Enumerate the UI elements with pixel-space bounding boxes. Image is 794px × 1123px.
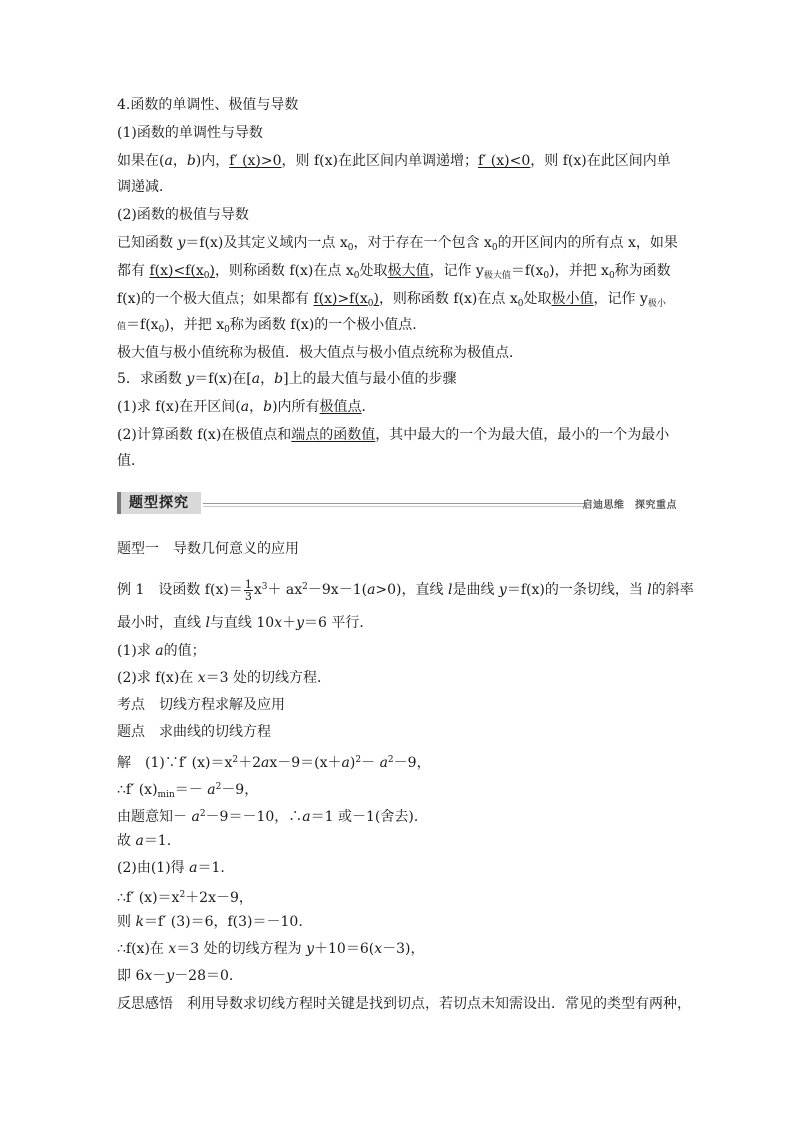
solution-line-5: (2)由(1)得 a＝1.	[117, 860, 225, 876]
banner-tagline: 启迪思维 探究重点	[582, 500, 677, 511]
blank-endpoint-values: 端点的函数值	[291, 427, 376, 443]
banner-title: 题型探究	[117, 492, 201, 514]
heading-max-min-steps: 5．求函数 y＝f(x)在[a，b]上的最大值与最小值的步骤	[117, 371, 457, 387]
solution-line-8: ∴f(x)在 x＝3 处的切线方程为 y＋10＝6(x－3)，	[117, 941, 425, 957]
blank-minimum: 极小值	[551, 291, 594, 307]
example-1-condition: 最小时，直线 l与直线 10x＋y＝6 平行．	[117, 615, 374, 631]
subheading-extremum: (2)函数的极值与导数	[117, 207, 249, 223]
text-line-minimum-point: 值$=f(x_0)$，并把 $x_0$称为函数 f(x)的一个极小值点．	[117, 317, 427, 335]
text-line-maximum: 都有 $f(x)<f(x_0)$，则称函数 f(x)在点 $x_0$处取极大值，记作 $y_{极大值}=f(x_0)$，并把 $x_0$称为函数	[117, 263, 671, 281]
solution-line-4: 故 a＝1.	[117, 833, 172, 849]
step-2: (2)计算函数 f(x)在极值点和端点的函数值，其中最大的一个为最大值，最小的一个为最小	[117, 427, 670, 443]
step-1: (1)求 f(x)在开区间(a，b)内所有极值点．	[117, 399, 376, 415]
text-line-minimum: f(x)的一个极大值点；如果都有 $f(x)>f(x_0)$，则称函数 f(x)在点 $x_0$处取极小值，记作 $y_{极小}$	[117, 291, 666, 309]
solution-line-7: 则 k＝f′ (3)＝6，f(3)＝－10.	[117, 914, 303, 930]
banner-divider-secondary	[203, 506, 587, 507]
blank-min-condition: $f(x)>f(x_0)$	[313, 291, 379, 309]
text-line-extremum-summary: 极大值与极小值统称为极值．极大值点与极小值点统称为极值点．	[117, 345, 523, 361]
question-2: (2)求 f(x)在 x＝3 处的切线方程．	[117, 670, 331, 686]
question-1: (1)求 a的值；	[117, 643, 206, 659]
fraction-one-third: $\frac{1}{3}$	[244, 577, 252, 603]
problem-type-heading: 题型一 导数几何意义的应用	[117, 541, 299, 557]
solution-line-9: 即 6x－y－28＝0.	[117, 968, 234, 984]
solution-line-1: 解 (1)∵f′ $(x)=x^2+2ax-9=(x+a)^2- a^2-9$，	[117, 755, 431, 771]
blank-extremum-points: 极值点	[319, 399, 362, 415]
text-line-extremum-definition: 已知函数 y＝f(x)及其定义域内一点 $x_0$，对于存在一个包含 $x_0$的开区间内的所有点 x，如果	[117, 235, 678, 253]
subtopic-label: 题点 求曲线的切线方程	[117, 724, 271, 740]
reflection-text: 反思感悟 利用导数求切线方程时关键是找到切点，若切点未知需设出．常见的类型有两种，	[117, 996, 691, 1012]
blank-maximum: 极大值	[387, 263, 430, 279]
topic-label: 考点 切线方程求解及应用	[117, 697, 285, 713]
solution-line-2: ∴f′ $(x)_{min}=- a^2-9$，	[117, 782, 259, 800]
banner-divider	[203, 503, 587, 504]
blank-derivative-negative: f′ (x)<0	[478, 153, 531, 169]
solution-line-6: ∴f′ $(x)=x^2+2x-9$，	[117, 890, 253, 906]
subheading-monotonicity: (1)函数的单调性与导数	[117, 125, 263, 141]
blank-derivative-positive: f′ (x)>0	[229, 153, 282, 169]
text-line-decreasing: 调递减．	[117, 179, 173, 195]
heading-monotonicity-extremum: 4.函数的单调性、极值与导数	[117, 97, 299, 113]
text-line-monotonic-rule: 如果在(a，b)内，f′ (x)>0，则 f(x)在此区间内单调递增；f′ (x)<0，则 f(x)在此区间内单	[117, 153, 671, 169]
section-banner	[117, 492, 677, 516]
blank-max-condition: $f(x)<f(x_0)$	[149, 263, 215, 281]
step-2-end: 值．	[117, 453, 145, 469]
example-1-statement: 例 1 设函数 f(x)＝ $\frac{1}{3}$ $x^3+ ax^2-9x-1(a>0)$，直线 l是曲线 y＝f(x)的一条切线，当 l的斜率	[117, 577, 694, 603]
solution-line-3: 由题意知－ $a^2-9=-10$，∴a＝1 或－1(舍去)．	[117, 809, 428, 825]
